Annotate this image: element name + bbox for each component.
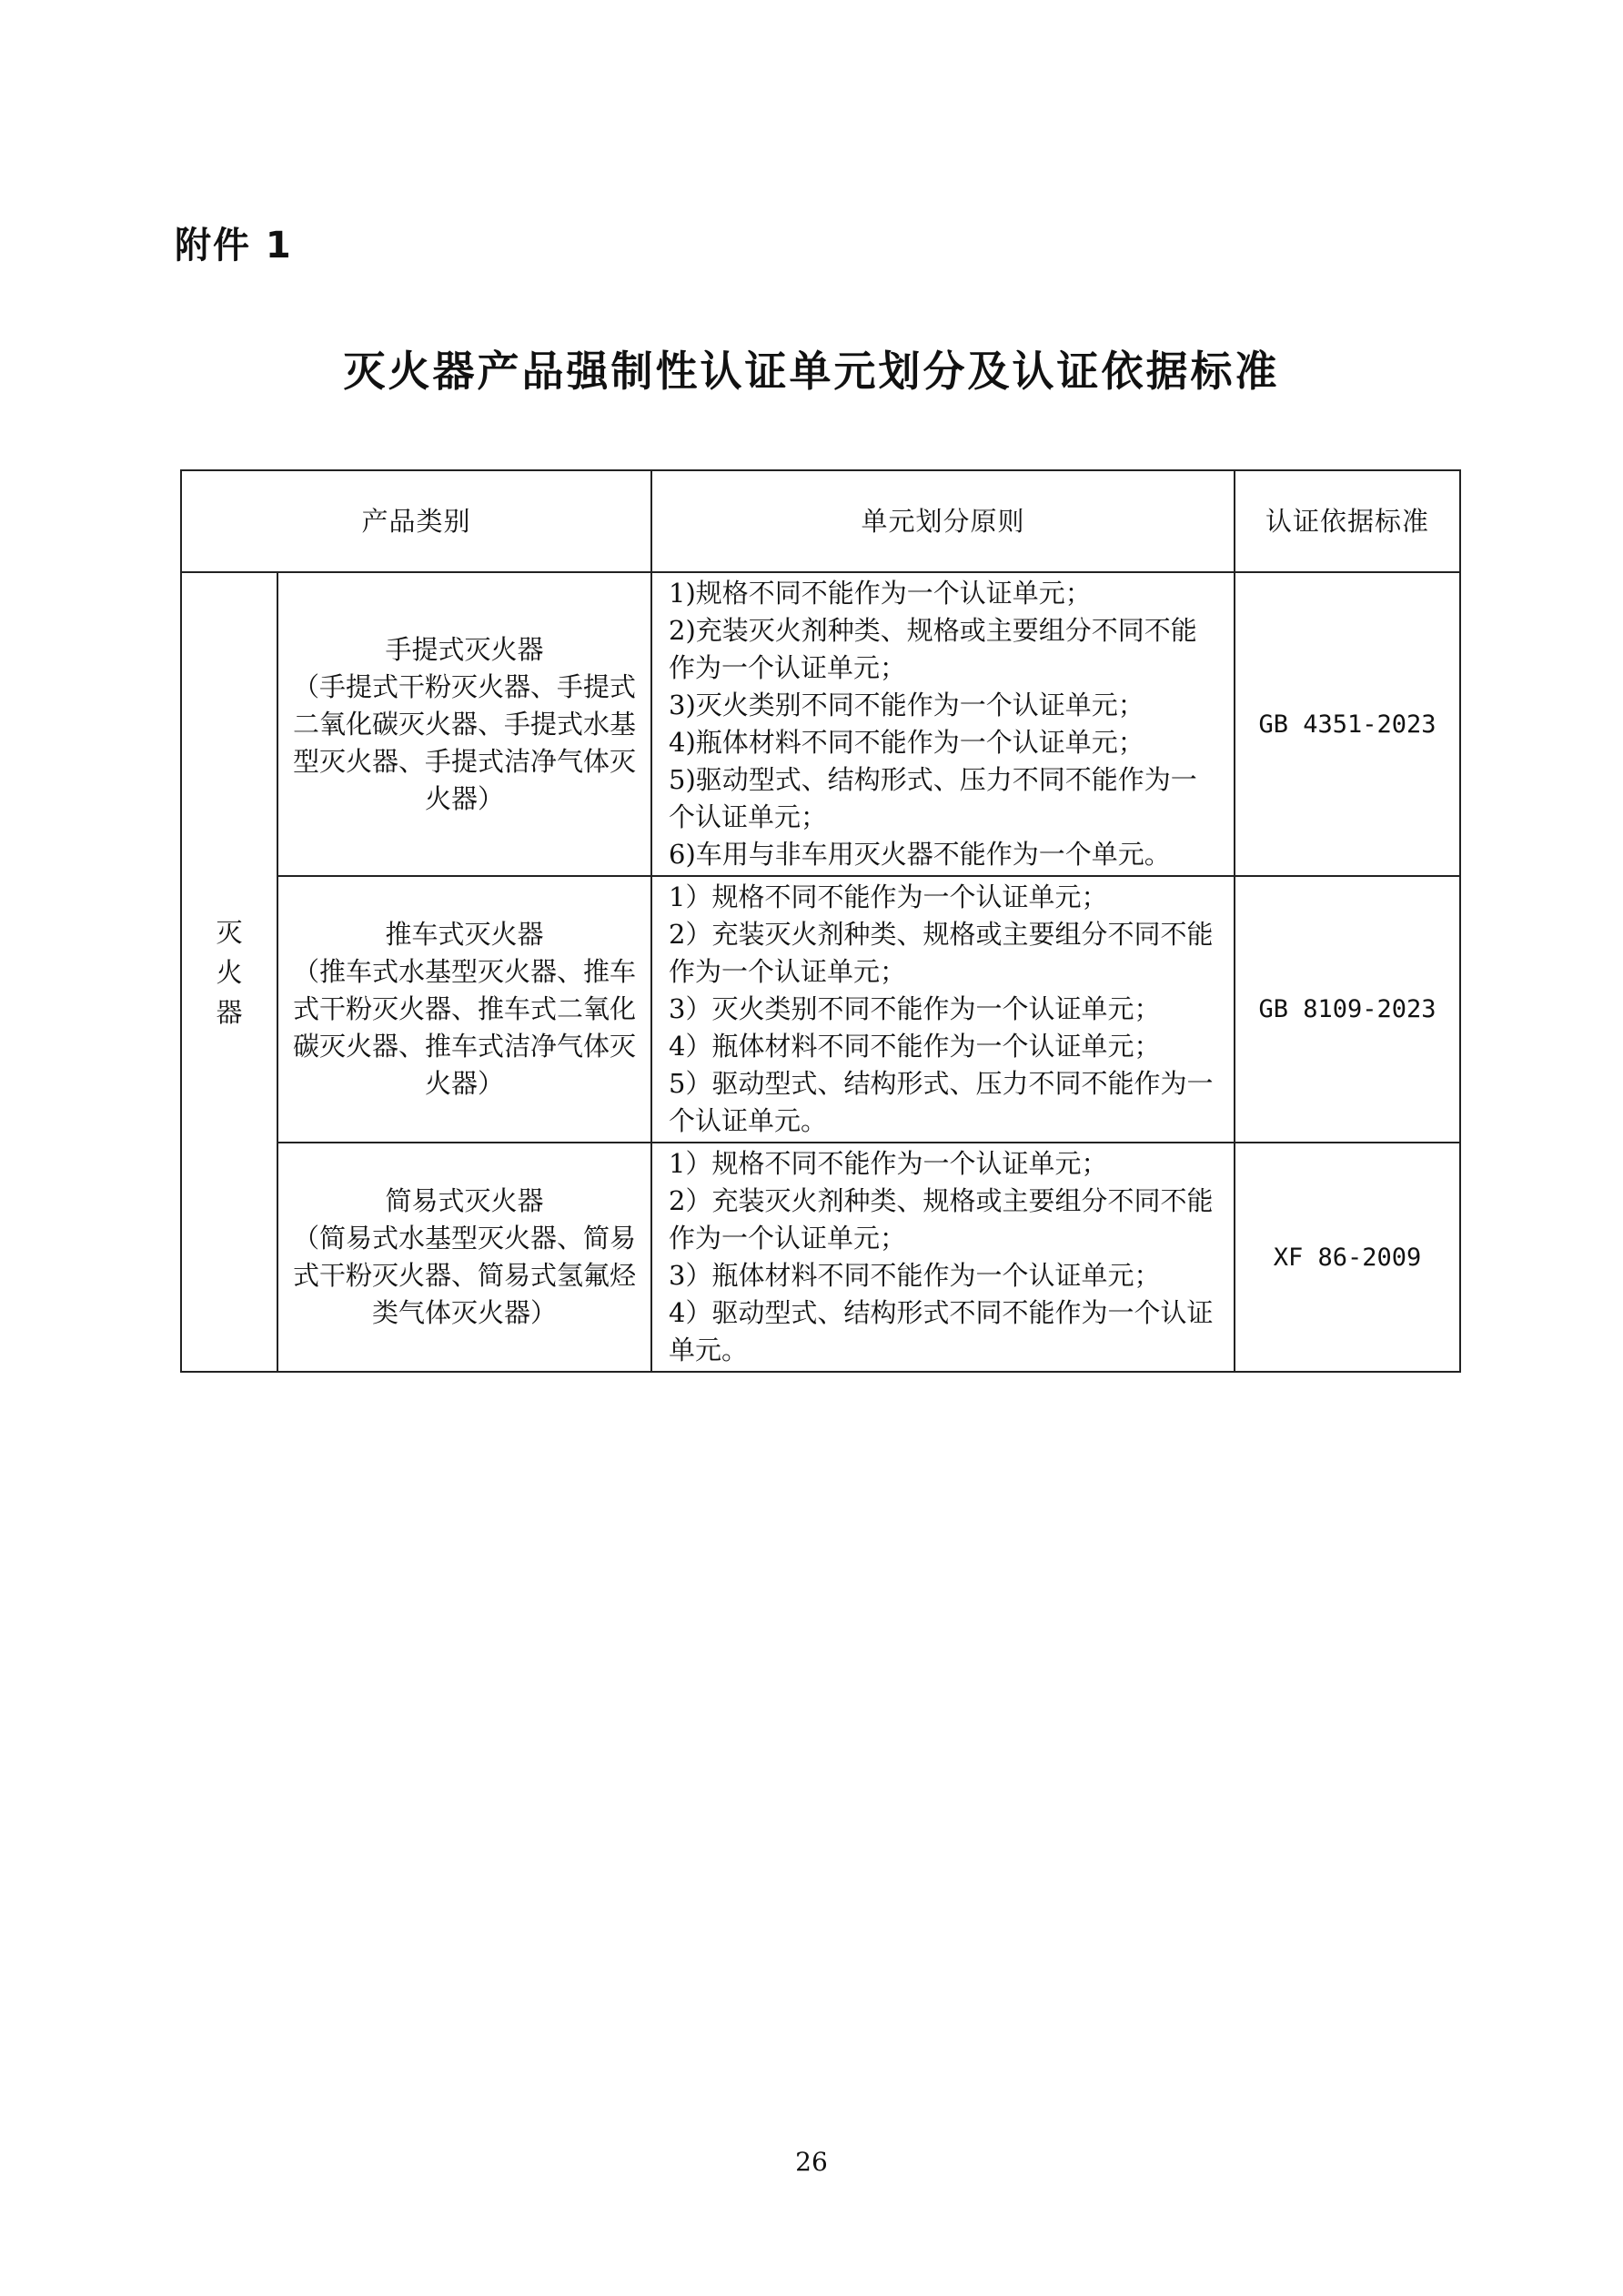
- standard-cell: XF 86-2009: [1235, 1143, 1460, 1372]
- product-cell: [277, 572, 651, 876]
- group-char: 灭: [216, 916, 243, 948]
- table-header-row: [181, 470, 1460, 572]
- principle-item: 3）灭火类别不同不能作为一个认证单元；: [669, 993, 1161, 1024]
- product-name: 简易式灭火器: [385, 1185, 544, 1216]
- header-product-category: 产品类别: [181, 470, 651, 572]
- product-description: （简易式水基型灭火器、简易式干粉灭火器、简易式氢氟烃类气体灭火器）: [293, 1223, 637, 1328]
- standard-cell: GB 8109-2023: [1235, 876, 1460, 1143]
- header-unit-principle: 单元划分原则: [651, 470, 1235, 572]
- product-name: 推车式灭火器: [385, 919, 544, 950]
- principle-item: 2）充装灭火剂种类、规格或主要组分不同不能作为一个认证单元；: [669, 919, 1214, 987]
- table-row: [181, 876, 1460, 1143]
- product-name: 手提式灭火器: [385, 633, 544, 665]
- principles-cell: [651, 572, 1235, 876]
- attachment-label: 附件 1: [175, 225, 293, 267]
- principle-item: 4）驱动型式、结构形式不同不能作为一个认证单元。: [669, 1297, 1214, 1365]
- header-standard: 认证依据标准: [1235, 470, 1460, 572]
- group-char: 火: [216, 956, 243, 988]
- principle-item: 3)灭火类别不同不能作为一个认证单元；: [669, 690, 1144, 720]
- document-title: 灭火器产品强制性认证单元划分及认证依据标准: [343, 347, 1280, 396]
- principle-item: 6)车用与非车用灭火器不能作为一个单元。: [669, 839, 1171, 870]
- principles-cell: [651, 1143, 1235, 1372]
- principle-item: 2）充装灭火剂种类、规格或主要组分不同不能作为一个认证单元；: [669, 1185, 1214, 1254]
- certification-table: [180, 469, 1461, 1373]
- principle-item: 1）规格不同不能作为一个认证单元；: [669, 1148, 1108, 1179]
- group-char: 器: [216, 996, 243, 1028]
- product-cell: [277, 1143, 651, 1372]
- principle-item: 3）瓶体材料不同不能作为一个认证单元；: [669, 1260, 1161, 1291]
- principle-item: 5)驱动型式、结构形式、压力不同不能作为一个认证单元；: [669, 764, 1197, 832]
- principles-cell: [651, 876, 1235, 1143]
- product-description: （手提式干粉灭火器、手提式二氧化碳灭火器、手提式水基型灭火器、手提式洁净气体灭火器）: [293, 670, 637, 814]
- principle-item: 4)瓶体材料不同不能作为一个认证单元；: [669, 727, 1144, 758]
- principle-item: 5）驱动型式、结构形式、压力不同不能作为一个认证单元。: [669, 1068, 1214, 1136]
- product-description: （推车式水基型灭火器、推车式干粉灭火器、推车式二氧化碳灭火器、推车式洁净气体灭火器）: [293, 956, 637, 1099]
- table-row: [181, 1143, 1460, 1372]
- principle-item: 1)规格不同不能作为一个认证单元；: [669, 578, 1092, 609]
- page-number: 26: [795, 2147, 828, 2177]
- table-row: [181, 572, 1460, 876]
- product-cell: [277, 876, 651, 1143]
- principle-item: 1）规格不同不能作为一个认证单元；: [669, 881, 1108, 912]
- principle-item: 4）瓶体材料不同不能作为一个认证单元；: [669, 1031, 1161, 1062]
- group-cell-extinguisher: [181, 572, 277, 1372]
- principle-item: 2)充装灭火剂种类、规格或主要组分不同不能作为一个认证单元；: [669, 615, 1197, 683]
- standard-cell: GB 4351-2023: [1235, 572, 1460, 876]
